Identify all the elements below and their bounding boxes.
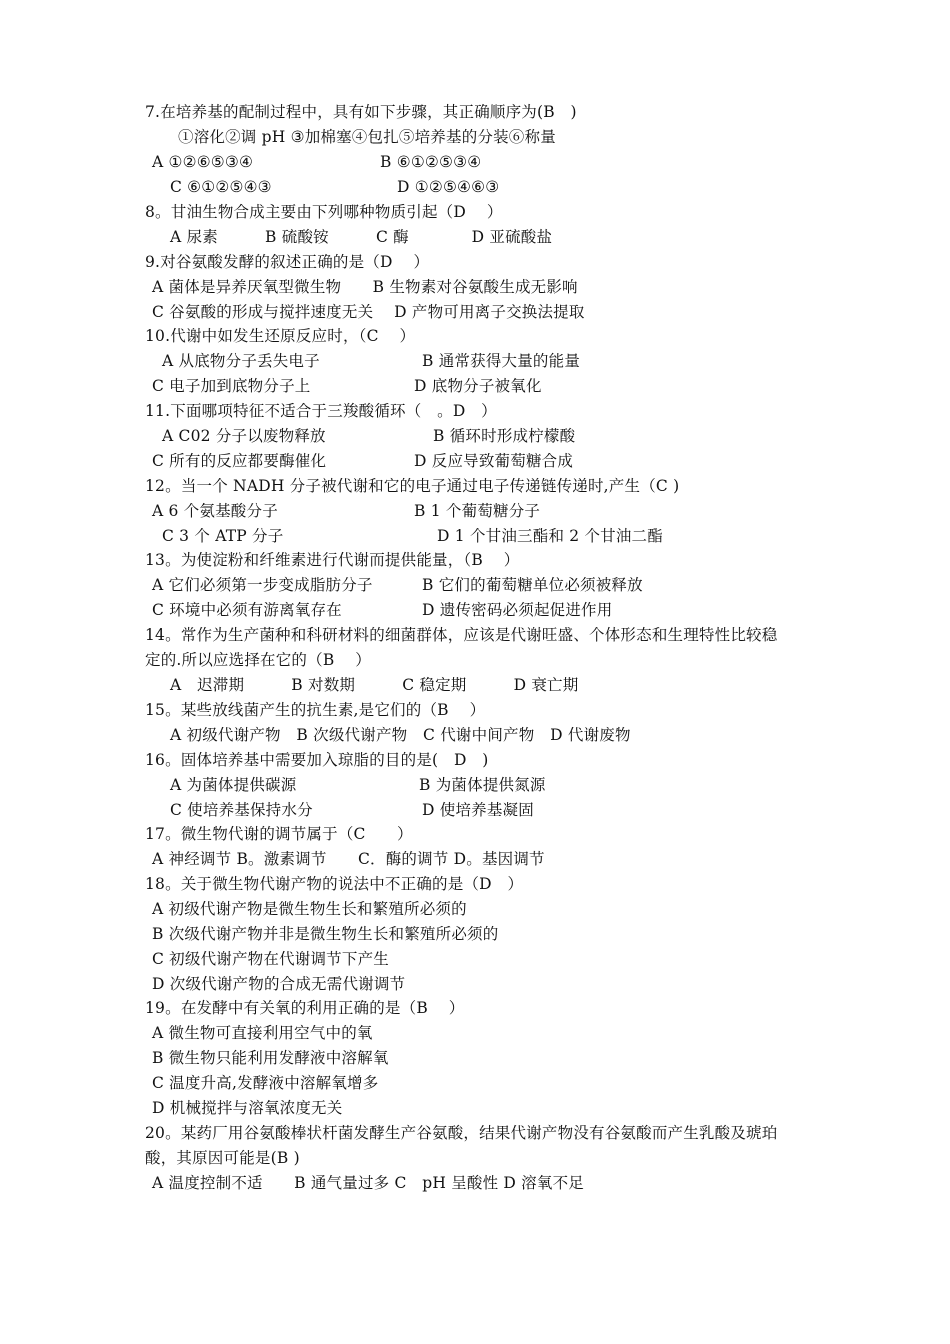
- q15-stem: 15。某些放线菌产生的抗生素,是它们的（B ）: [145, 701, 486, 719]
- q9-options-cd: C 谷氨酸的形成与搅拌速度无关 D 产物可用离子交换法提取: [152, 303, 585, 321]
- q11-option-b: B 循环时形成柠檬酸: [433, 427, 576, 445]
- q17-stem: 17。微生物代谢的调节属于（C ）: [145, 825, 413, 843]
- q14-stem-line1: 14。常作为生产菌种和科研材料的细菌群体，应该是代谢旺盛、个体形态和生理特性比较稳: [145, 626, 778, 644]
- q7-option-a: A ①②⑥⑤③④: [152, 153, 254, 171]
- q13-option-d: D 遗传密码必须起促进作用: [422, 601, 613, 619]
- q8-options: A 尿素 B 硫酸铵 C 酶 D 亚硫酸盐: [170, 228, 553, 246]
- q20-options: A 温度控制不适 B 通气量过多 C pH 呈酸性 D 溶氧不足: [152, 1174, 584, 1192]
- q18-option-a: A 初级代谢产物是微生物生长和繁殖所必须的: [152, 900, 467, 918]
- q19-stem: 19。在发酵中有关氧的利用正确的是（B ）: [145, 999, 465, 1017]
- q11-option-d: D 反应导致葡萄糖合成: [414, 452, 574, 470]
- q16-option-d: D 使培养基凝固: [422, 801, 534, 819]
- q7-option-c: C ⑥①②⑤④③: [170, 178, 272, 196]
- q14-stem-line2: 定的.所以应选择在它的（B ）: [145, 651, 371, 669]
- q19-option-c: C 温度升高,发酵液中溶解氧增多: [152, 1074, 379, 1092]
- q18-option-b: B 次级代谢产物并非是微生物生长和繁殖所必须的: [152, 925, 499, 943]
- q16-option-c: C 使培养基保持水分: [170, 801, 313, 819]
- q20-stem-line2: 酸，其原因可能是(B ): [145, 1149, 300, 1167]
- q12-option-b: B 1 个葡萄糖分子: [414, 502, 541, 520]
- q13-stem: 13。为使淀粉和纤维素进行代谢而提供能量，（B ）: [145, 551, 520, 569]
- q7-steps: ①溶化②调 pH ③加棉塞④包扎⑤培养基的分装⑥称量: [178, 128, 556, 146]
- q10-option-b: B 通常获得大量的能量: [422, 352, 581, 370]
- q19-option-a: A 微生物可直接利用空气中的氧: [152, 1024, 373, 1042]
- q10-option-a: A 从底物分子丢失电子: [162, 352, 320, 370]
- q11-option-a: A C02 分子以废物释放: [162, 427, 326, 445]
- q16-option-a: A 为菌体提供碳源: [170, 776, 297, 794]
- q10-option-d: D 底物分子被氧化: [414, 377, 542, 395]
- q12-option-d: D 1 个甘油三酯和 2 个甘油二酯: [437, 527, 663, 545]
- q10-option-c: C 电子加到底物分子上: [152, 377, 311, 395]
- q18-option-c: C 初级代谢产物在代谢调节下产生: [152, 950, 389, 968]
- q13-option-b: B 它们的葡萄糖单位必须被释放: [422, 576, 643, 594]
- q10-stem: 10.代谢中如发生还原反应时，（C ）: [145, 327, 416, 345]
- q14-options: A 迟滞期 B 对数期 C 稳定期 D 衰亡期: [170, 676, 579, 694]
- q7-stem: 7.在培养基的配制过程中，具有如下步骤，其正确顺序为(B ): [145, 103, 577, 121]
- q15-options: A 初级代谢产物 B 次级代谢产物 C 代谢中间产物 D 代谢废物: [170, 726, 631, 744]
- q11-option-c: C 所有的反应都要酶催化: [152, 452, 327, 470]
- q19-option-b: B 微生物只能利用发酵液中溶解氧: [152, 1049, 389, 1067]
- q12-option-a: A 6 个氨基酸分子: [152, 502, 278, 520]
- q7-option-d: D ①②⑤④⑥③: [397, 178, 500, 196]
- q13-option-c: C 环境中必须有游离氧存在: [152, 601, 342, 619]
- q9-stem: 9.对谷氨酸发酵的叙述正确的是（D ）: [145, 253, 430, 271]
- q20-stem-line1: 20。某药厂用谷氨酸棒状杆菌发酵生产谷氨酸，结果代谢产物没有谷氨酸而产生乳酸及琥珀: [145, 1124, 778, 1142]
- q16-stem: 16。固体培养基中需要加入琼脂的目的是( D ): [145, 751, 489, 769]
- q17-options: A 神经调节 B。激素调节 C．酶的调节 D。基因调节: [152, 850, 545, 868]
- q8-stem: 8。甘油生物合成主要由下列哪种物质引起（D ）: [145, 203, 503, 221]
- q18-stem: 18。关于微生物代谢产物的说法中不正确的是（D ）: [145, 875, 524, 893]
- q12-stem: 12。当一个 NADH 分子被代谢和它的电子通过电子传递链传递时,产生（C ): [145, 477, 680, 495]
- q16-option-b: B 为菌体提供氮源: [419, 776, 546, 794]
- q11-stem: 11.下面哪项特征不适合于三羧酸循环（ 。D ）: [145, 402, 497, 420]
- q13-option-a: A 它们必须第一步变成脂肪分子: [152, 576, 373, 594]
- q18-option-d: D 次级代谢产物的合成无需代谢调节: [152, 975, 406, 993]
- q19-option-d: D 机械搅拌与溶氧浓度无关: [152, 1099, 343, 1117]
- q9-options-ab: A 菌体是异养厌氧型微生物 B 生物素对谷氨酸生成无影响: [152, 278, 578, 296]
- q12-option-c: C 3 个 ATP 分子: [162, 527, 284, 545]
- q7-option-b: B ⑥①②⑤③④: [380, 153, 482, 171]
